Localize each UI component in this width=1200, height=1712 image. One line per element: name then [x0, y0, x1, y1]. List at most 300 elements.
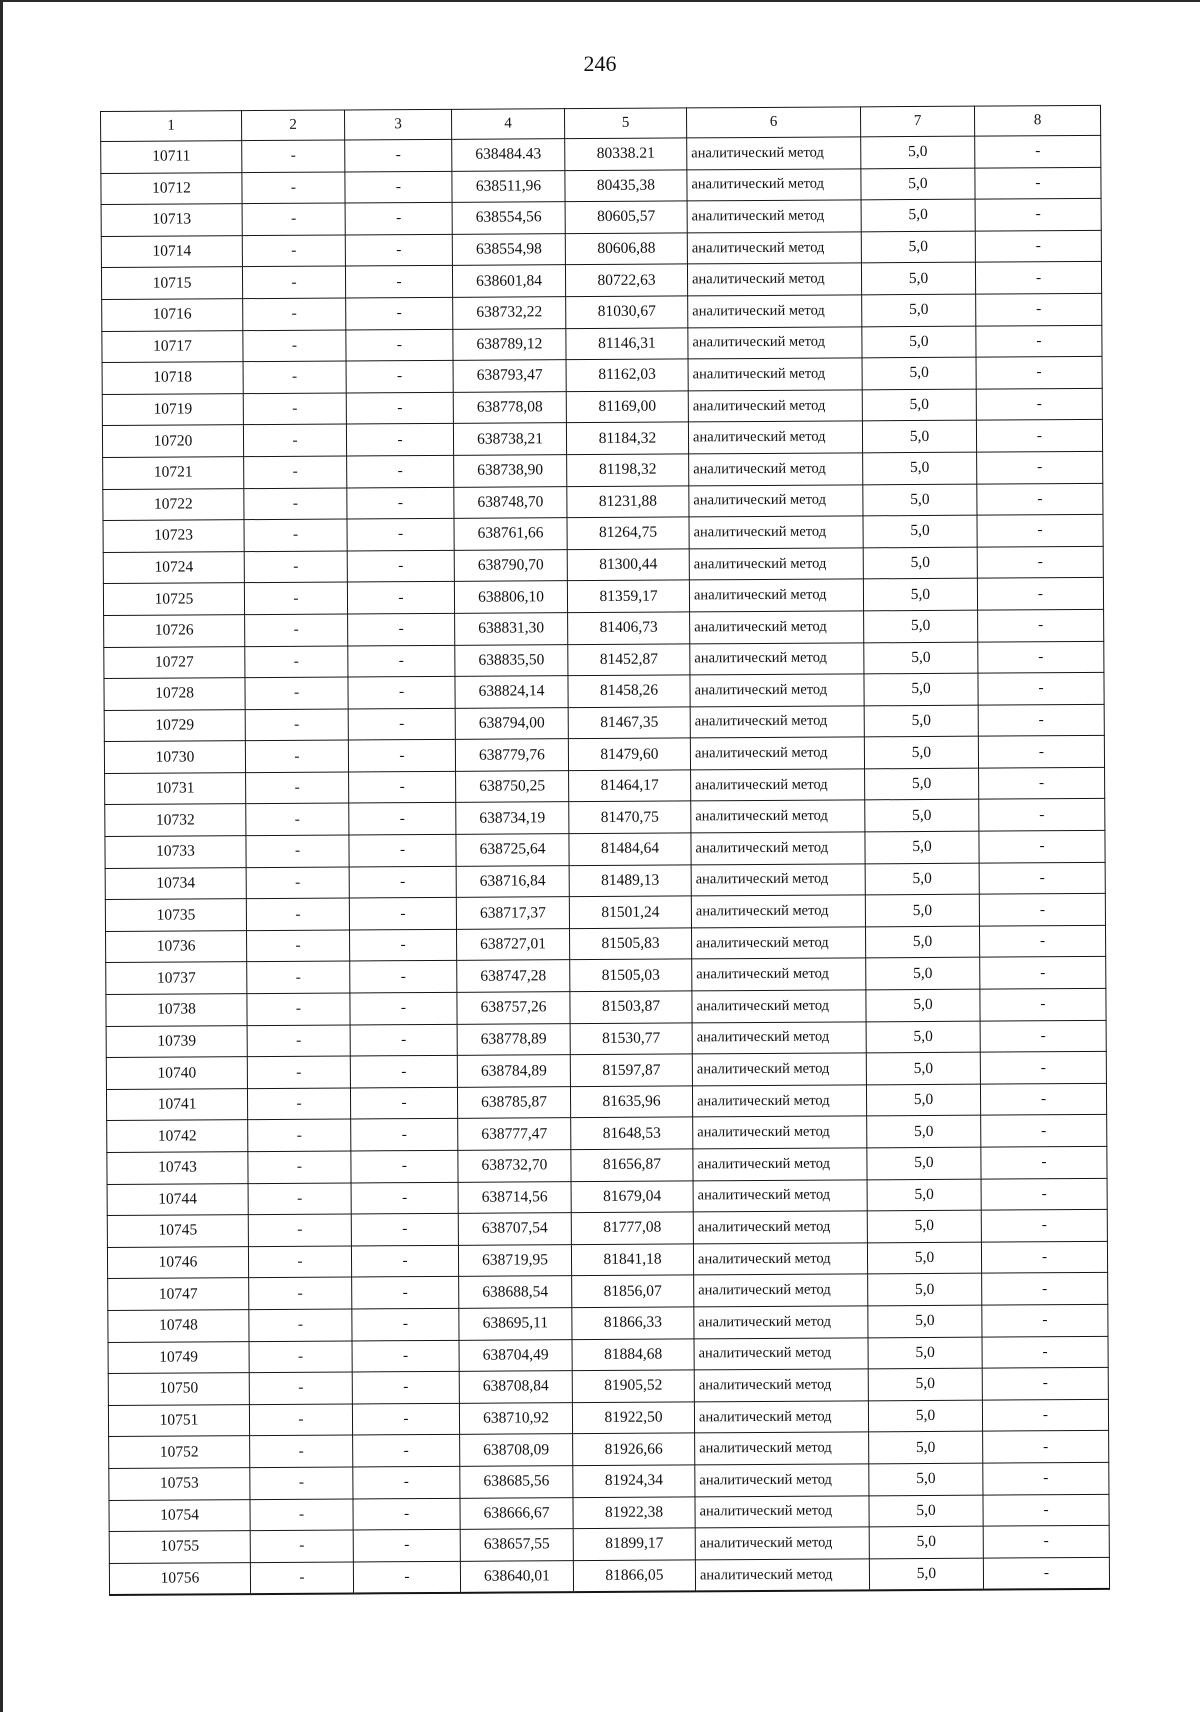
x-coordinate-cell: 638785,87: [457, 1086, 570, 1118]
column-2-cell: -: [242, 203, 345, 235]
method-cell: аналитический метод: [690, 706, 864, 739]
y-coordinate-cell: 81030,67: [566, 296, 688, 328]
method-cell: аналитический метод: [695, 1432, 869, 1465]
y-coordinate-cell: 81479,60: [568, 738, 690, 770]
x-coordinate-cell: 638511,96: [452, 170, 565, 202]
y-coordinate-cell: 81656,87: [571, 1149, 693, 1181]
method-cell: аналитический метод: [695, 1495, 869, 1528]
table-row: [109, 1557, 1109, 1595]
column-2-cell: -: [247, 1056, 350, 1088]
accuracy-cell: 5,0: [866, 1084, 980, 1116]
point-number-cell: 10752: [109, 1436, 250, 1468]
y-coordinate-cell: 81146,31: [566, 327, 688, 359]
accuracy-cell: 5,0: [868, 1337, 982, 1369]
column-2-cell: -: [250, 1435, 353, 1467]
y-coordinate-cell: 80338.21: [565, 138, 687, 170]
accuracy-cell: 5,0: [865, 800, 979, 832]
column-2-cell: -: [247, 961, 350, 993]
column-2-cell: -: [248, 1246, 351, 1278]
column-2-cell: -: [247, 1025, 350, 1057]
x-coordinate-cell: 638727,01: [457, 928, 570, 960]
point-number-cell: 10733: [105, 836, 246, 868]
point-number-cell: 10732: [105, 804, 246, 836]
point-number-cell: 10740: [106, 1057, 247, 1089]
x-coordinate-cell: 638779,76: [455, 739, 568, 771]
column-8-cell: -: [979, 830, 1105, 862]
y-coordinate-cell: 81866,05: [573, 1560, 695, 1593]
y-coordinate-cell: 81635,96: [570, 1086, 692, 1118]
y-coordinate-cell: 81922,50: [572, 1402, 694, 1434]
point-number-cell: 10717: [102, 330, 243, 362]
column-header: 5: [564, 108, 686, 139]
method-cell: аналитический метод: [692, 1021, 866, 1054]
method-cell: аналитический метод: [688, 326, 862, 359]
y-coordinate-cell: 81452,87: [568, 643, 690, 675]
method-cell: аналитический метод: [695, 1527, 869, 1560]
column-2-cell: -: [245, 709, 348, 741]
column-8-cell: -: [979, 894, 1105, 926]
y-coordinate-cell: 81458,26: [568, 675, 690, 707]
column-2-cell: -: [249, 1277, 352, 1309]
column-3-cell: -: [350, 1024, 457, 1056]
column-2-cell: -: [248, 1183, 351, 1215]
column-header: 2: [242, 110, 345, 141]
method-cell: аналитический метод: [693, 1116, 867, 1149]
column-3-cell: -: [353, 1466, 460, 1498]
x-coordinate-cell: 638688,54: [459, 1276, 572, 1308]
column-2-cell: -: [244, 488, 347, 520]
x-coordinate-cell: 638761,66: [454, 518, 567, 550]
column-3-cell: -: [346, 329, 453, 361]
y-coordinate-cell: 81899,17: [573, 1528, 695, 1560]
column-8-cell: -: [976, 293, 1102, 325]
accuracy-cell: 5,0: [865, 863, 979, 895]
column-2-cell: -: [249, 1309, 352, 1341]
column-3-cell: -: [346, 361, 453, 393]
column-8-cell: -: [978, 641, 1104, 673]
column-3-cell: -: [350, 992, 457, 1024]
column-8-cell: -: [982, 1399, 1108, 1431]
column-8-cell: -: [979, 799, 1105, 831]
method-cell: аналитический метод: [692, 1053, 866, 1086]
column-3-cell: -: [346, 392, 453, 424]
x-coordinate-cell: 638708,84: [459, 1371, 572, 1403]
x-coordinate-cell: 638666,67: [460, 1497, 573, 1529]
point-number-cell: 10745: [107, 1215, 248, 1247]
accuracy-cell: 5,0: [861, 136, 975, 168]
method-cell: аналитический метод: [692, 990, 866, 1023]
column-3-cell: -: [348, 645, 455, 677]
method-cell: аналитический метод: [694, 1337, 868, 1370]
method-cell: аналитический метод: [691, 769, 865, 802]
point-number-cell: 10739: [106, 1025, 247, 1057]
x-coordinate-cell: 638784,89: [457, 1055, 570, 1087]
method-cell: аналитический метод: [689, 484, 863, 517]
column-2-cell: -: [250, 1530, 353, 1562]
column-header: 7: [860, 106, 974, 137]
column-8-cell: -: [980, 957, 1106, 989]
x-coordinate-cell: 638778,89: [457, 1023, 570, 1055]
accuracy-cell: 5,0: [863, 515, 977, 547]
column-2-cell: -: [248, 1151, 351, 1183]
point-number-cell: 10750: [108, 1373, 249, 1405]
point-number-cell: 10743: [107, 1152, 248, 1184]
x-coordinate-cell: 638793,47: [453, 360, 566, 392]
method-cell: аналитический метод: [690, 674, 864, 707]
column-3-cell: -: [348, 740, 455, 772]
x-coordinate-cell: 638806,10: [454, 581, 567, 613]
column-8-cell: -: [977, 483, 1103, 515]
column-2-cell: -: [246, 867, 349, 899]
point-number-cell: 10744: [107, 1183, 248, 1215]
point-number-cell: 10749: [108, 1341, 249, 1373]
y-coordinate-cell: 81777,08: [571, 1212, 693, 1244]
accuracy-cell: 5,0: [868, 1274, 982, 1306]
accuracy-cell: 5,0: [864, 642, 978, 674]
y-coordinate-cell: 81470,75: [569, 801, 691, 833]
accuracy-cell: 5,0: [868, 1368, 982, 1400]
point-number-cell: 10725: [103, 583, 244, 615]
method-cell: аналитический метод: [689, 453, 863, 486]
accuracy-cell: 5,0: [868, 1400, 982, 1432]
point-number-cell: 10731: [105, 772, 246, 804]
column-8-cell: -: [976, 420, 1102, 452]
accuracy-cell: 5,0: [865, 894, 979, 926]
column-3-cell: -: [353, 1498, 460, 1530]
point-number-cell: 10728: [104, 678, 245, 710]
column-8-cell: -: [976, 357, 1102, 389]
column-8-cell: -: [981, 1146, 1107, 1178]
column-2-cell: -: [248, 1119, 351, 1151]
point-number-cell: 10755: [109, 1531, 250, 1563]
point-number-cell: 10738: [106, 994, 247, 1026]
column-3-cell: -: [352, 1277, 459, 1309]
column-3-cell: -: [345, 234, 452, 266]
y-coordinate-cell: 81530,77: [570, 1023, 692, 1055]
point-number-cell: 10748: [108, 1310, 249, 1342]
column-2-cell: -: [243, 393, 346, 425]
x-coordinate-cell: 638725,64: [456, 834, 569, 866]
x-coordinate-cell: 638719,95: [458, 1244, 571, 1276]
method-cell: аналитический метод: [692, 927, 866, 960]
column-8-cell: -: [982, 1273, 1108, 1305]
x-coordinate-cell: 638778,08: [453, 391, 566, 423]
point-number-cell: 10754: [109, 1499, 250, 1531]
point-number-cell: 10712: [101, 172, 242, 204]
accuracy-cell: 5,0: [862, 357, 976, 389]
accuracy-cell: 5,0: [865, 926, 979, 958]
column-3-cell: -: [350, 1087, 457, 1119]
method-cell: аналитический метод: [687, 200, 861, 233]
column-header: 4: [451, 109, 564, 140]
column-8-cell: -: [983, 1525, 1109, 1557]
method-cell: аналитический метод: [691, 863, 865, 896]
column-3-cell: -: [353, 1561, 460, 1594]
coordinates-table: [100, 105, 1110, 1596]
y-coordinate-cell: 81162,03: [566, 359, 688, 391]
method-cell: аналитический метод: [688, 358, 862, 391]
accuracy-cell: 5,0: [864, 736, 978, 768]
column-3-cell: -: [348, 613, 455, 645]
x-coordinate-cell: 638601,84: [452, 265, 565, 297]
accuracy-cell: 5,0: [866, 989, 980, 1021]
column-2-cell: -: [242, 266, 345, 298]
method-cell: аналитический метод: [688, 390, 862, 423]
accuracy-cell: 5,0: [862, 326, 976, 358]
point-number-cell: 10751: [108, 1404, 249, 1436]
method-cell: аналитический метод: [690, 642, 864, 675]
method-cell: аналитический метод: [691, 895, 865, 928]
y-coordinate-cell: 81503,87: [570, 991, 692, 1023]
column-2-cell: -: [249, 1372, 352, 1404]
column-8-cell: -: [980, 988, 1106, 1020]
point-number-cell: 10721: [103, 457, 244, 489]
point-number-cell: 10724: [103, 551, 244, 583]
x-coordinate-cell: 638704,49: [459, 1339, 572, 1371]
x-coordinate-cell: 638747,28: [457, 960, 570, 992]
x-coordinate-cell: 638738,90: [454, 455, 567, 487]
column-3-cell: -: [350, 961, 457, 993]
x-coordinate-cell: 638835,50: [455, 644, 568, 676]
accuracy-cell: 5,0: [862, 389, 976, 421]
x-coordinate-cell: 638757,26: [457, 992, 570, 1024]
point-number-cell: 10734: [105, 867, 246, 899]
column-3-cell: -: [348, 708, 455, 740]
accuracy-cell: 5,0: [861, 231, 975, 263]
table-body: [101, 135, 1110, 1595]
point-number-cell: 10722: [103, 488, 244, 520]
column-8-cell: -: [978, 736, 1104, 768]
method-cell: аналитический метод: [693, 1148, 867, 1181]
method-cell: аналитический метод: [694, 1274, 868, 1307]
column-3-cell: -: [348, 676, 455, 708]
column-3-cell: -: [352, 1371, 459, 1403]
column-2-cell: -: [243, 330, 346, 362]
column-8-cell: -: [983, 1462, 1109, 1494]
column-3-cell: -: [353, 1529, 460, 1561]
accuracy-cell: 5,0: [867, 1116, 981, 1148]
point-number-cell: 10741: [106, 1088, 247, 1120]
column-2-cell: -: [245, 645, 348, 677]
column-2-cell: -: [244, 519, 347, 551]
column-8-cell: -: [978, 672, 1104, 704]
x-coordinate-cell: 638710,92: [459, 1402, 572, 1434]
column-3-cell: -: [345, 203, 452, 235]
point-number-cell: 10737: [106, 962, 247, 994]
y-coordinate-cell: 81198,32: [567, 454, 689, 486]
x-coordinate-cell: 638790,70: [454, 549, 567, 581]
column-3-cell: -: [349, 898, 456, 930]
x-coordinate-cell: 638734,19: [456, 802, 569, 834]
method-cell: аналитический метод: [692, 1085, 866, 1118]
y-coordinate-cell: 81926,66: [573, 1433, 695, 1465]
column-2-cell: -: [249, 1341, 352, 1373]
accuracy-cell: 5,0: [861, 199, 975, 231]
column-2-cell: -: [245, 614, 348, 646]
column-header: 3: [344, 109, 451, 140]
x-coordinate-cell: 638794,00: [455, 707, 568, 739]
x-coordinate-cell: 638716,84: [456, 865, 569, 897]
column-3-cell: -: [345, 139, 452, 171]
y-coordinate-cell: 80722,63: [565, 264, 687, 296]
method-cell: аналитический метод: [689, 579, 863, 612]
column-2-cell: -: [249, 1404, 352, 1436]
point-number-cell: 10736: [106, 930, 247, 962]
accuracy-cell: 5,0: [864, 705, 978, 737]
column-2-cell: -: [246, 772, 349, 804]
column-8-cell: -: [975, 167, 1101, 199]
y-coordinate-cell: 81884,68: [572, 1338, 694, 1370]
column-8-cell: -: [981, 1178, 1107, 1210]
column-3-cell: -: [351, 1119, 458, 1151]
point-number-cell: 10715: [101, 267, 242, 299]
accuracy-cell: 5,0: [867, 1242, 981, 1274]
accuracy-cell: 5,0: [863, 484, 977, 516]
column-3-cell: -: [349, 834, 456, 866]
column-2-cell: -: [242, 235, 345, 267]
y-coordinate-cell: 81648,53: [571, 1117, 693, 1149]
accuracy-cell: 5,0: [869, 1495, 983, 1527]
x-coordinate-cell: 638714,56: [458, 1181, 571, 1213]
x-coordinate-cell: 638554,56: [452, 202, 565, 234]
method-cell: аналитический метод: [693, 1243, 867, 1276]
column-3-cell: -: [347, 487, 454, 519]
x-coordinate-cell: 638657,55: [460, 1529, 573, 1561]
x-coordinate-cell: 638695,11: [459, 1308, 572, 1340]
point-number-cell: 10756: [109, 1562, 250, 1595]
y-coordinate-cell: 81922,38: [573, 1496, 695, 1528]
column-2-cell: -: [244, 551, 347, 583]
column-8-cell: -: [981, 1115, 1107, 1147]
accuracy-cell: 5,0: [867, 1179, 981, 1211]
column-2-cell: -: [243, 298, 346, 330]
column-2-cell: -: [242, 140, 345, 172]
column-8-cell: -: [975, 262, 1101, 294]
column-3-cell: -: [349, 771, 456, 803]
column-8-cell: -: [975, 199, 1101, 231]
method-cell: аналитический метод: [687, 232, 861, 265]
x-coordinate-cell: 638750,25: [456, 771, 569, 803]
method-cell: аналитический метод: [687, 137, 861, 170]
accuracy-cell: 5,0: [869, 1526, 983, 1558]
column-2-cell: -: [246, 835, 349, 867]
accuracy-cell: 5,0: [863, 547, 977, 579]
column-header: 6: [686, 107, 860, 138]
y-coordinate-cell: 80435,38: [565, 170, 687, 202]
y-coordinate-cell: 81841,18: [571, 1244, 693, 1276]
column-8-cell: -: [982, 1368, 1108, 1400]
point-number-cell: 10723: [103, 520, 244, 552]
point-number-cell: 10753: [109, 1468, 250, 1500]
y-coordinate-cell: 81169,00: [566, 391, 688, 423]
column-3-cell: -: [347, 550, 454, 582]
method-cell: аналитический метод: [693, 1179, 867, 1212]
column-3-cell: -: [346, 297, 453, 329]
method-cell: аналитический метод: [687, 263, 861, 296]
accuracy-cell: 5,0: [862, 420, 976, 452]
x-coordinate-cell: 638824,14: [455, 676, 568, 708]
accuracy-cell: 5,0: [865, 768, 979, 800]
column-3-cell: -: [351, 1214, 458, 1246]
column-2-cell: -: [247, 930, 350, 962]
x-coordinate-cell: 638554,98: [452, 233, 565, 265]
method-cell: аналитический метод: [689, 548, 863, 581]
x-coordinate-cell: 638707,54: [458, 1213, 571, 1245]
accuracy-cell: 5,0: [868, 1305, 982, 1337]
accuracy-cell: 5,0: [861, 263, 975, 295]
y-coordinate-cell: 81866,33: [572, 1307, 694, 1339]
y-coordinate-cell: 81505,83: [570, 928, 692, 960]
column-3-cell: -: [350, 929, 457, 961]
column-3-cell: -: [346, 424, 453, 456]
point-number-cell: 10735: [105, 899, 246, 931]
accuracy-cell: 5,0: [861, 168, 975, 200]
x-coordinate-cell: 638831,30: [455, 613, 568, 645]
column-8-cell: -: [982, 1304, 1108, 1336]
column-2-cell: -: [250, 1499, 353, 1531]
point-number-cell: 10730: [104, 741, 245, 773]
x-coordinate-cell: 638732,22: [453, 297, 566, 329]
scan-edge-top: [0, 0, 1200, 2]
method-cell: аналитический метод: [688, 421, 862, 454]
accuracy-cell: 5,0: [862, 294, 976, 326]
accuracy-cell: 5,0: [866, 1052, 980, 1084]
column-8-cell: -: [977, 451, 1103, 483]
point-number-cell: 10718: [102, 362, 243, 394]
column-3-cell: -: [351, 1182, 458, 1214]
column-8-cell: -: [975, 230, 1101, 262]
accuracy-cell: 5,0: [869, 1558, 983, 1591]
column-8-cell: -: [978, 609, 1104, 641]
column-2-cell: -: [243, 424, 346, 456]
method-cell: аналитический метод: [691, 832, 865, 865]
column-2-cell: -: [245, 677, 348, 709]
x-coordinate-cell: 638738,21: [453, 423, 566, 455]
method-cell: аналитический метод: [687, 168, 861, 201]
scan-edge-left: [0, 0, 3, 1712]
y-coordinate-cell: 80605,57: [565, 201, 687, 233]
column-8-cell: -: [981, 1210, 1107, 1242]
x-coordinate-cell: 638717,37: [456, 897, 569, 929]
accuracy-cell: 5,0: [866, 958, 980, 990]
accuracy-cell: 5,0: [865, 831, 979, 863]
column-8-cell: -: [982, 1336, 1108, 1368]
column-3-cell: -: [349, 866, 456, 898]
column-3-cell: -: [345, 266, 452, 298]
method-cell: аналитический метод: [693, 1211, 867, 1244]
y-coordinate-cell: 81231,88: [567, 485, 689, 517]
column-2-cell: -: [248, 1214, 351, 1246]
method-cell: аналитический метод: [694, 1306, 868, 1339]
column-2-cell: -: [246, 898, 349, 930]
column-3-cell: -: [351, 1245, 458, 1277]
point-number-cell: 10716: [102, 299, 243, 331]
y-coordinate-cell: 81856,07: [572, 1275, 694, 1307]
method-cell: аналитический метод: [695, 1464, 869, 1497]
column-2-cell: -: [245, 740, 348, 772]
y-coordinate-cell: 81464,17: [569, 770, 691, 802]
x-coordinate-cell: 638640,01: [460, 1560, 573, 1593]
column-3-cell: -: [352, 1403, 459, 1435]
column-2-cell: -: [246, 803, 349, 835]
point-number-cell: 10742: [107, 1120, 248, 1152]
column-2-cell: -: [250, 1467, 353, 1499]
column-8-cell: -: [979, 862, 1105, 894]
accuracy-cell: 5,0: [867, 1147, 981, 1179]
y-coordinate-cell: 81905,52: [572, 1370, 694, 1402]
column-8-cell: -: [977, 546, 1103, 578]
column-2-cell: -: [244, 456, 347, 488]
